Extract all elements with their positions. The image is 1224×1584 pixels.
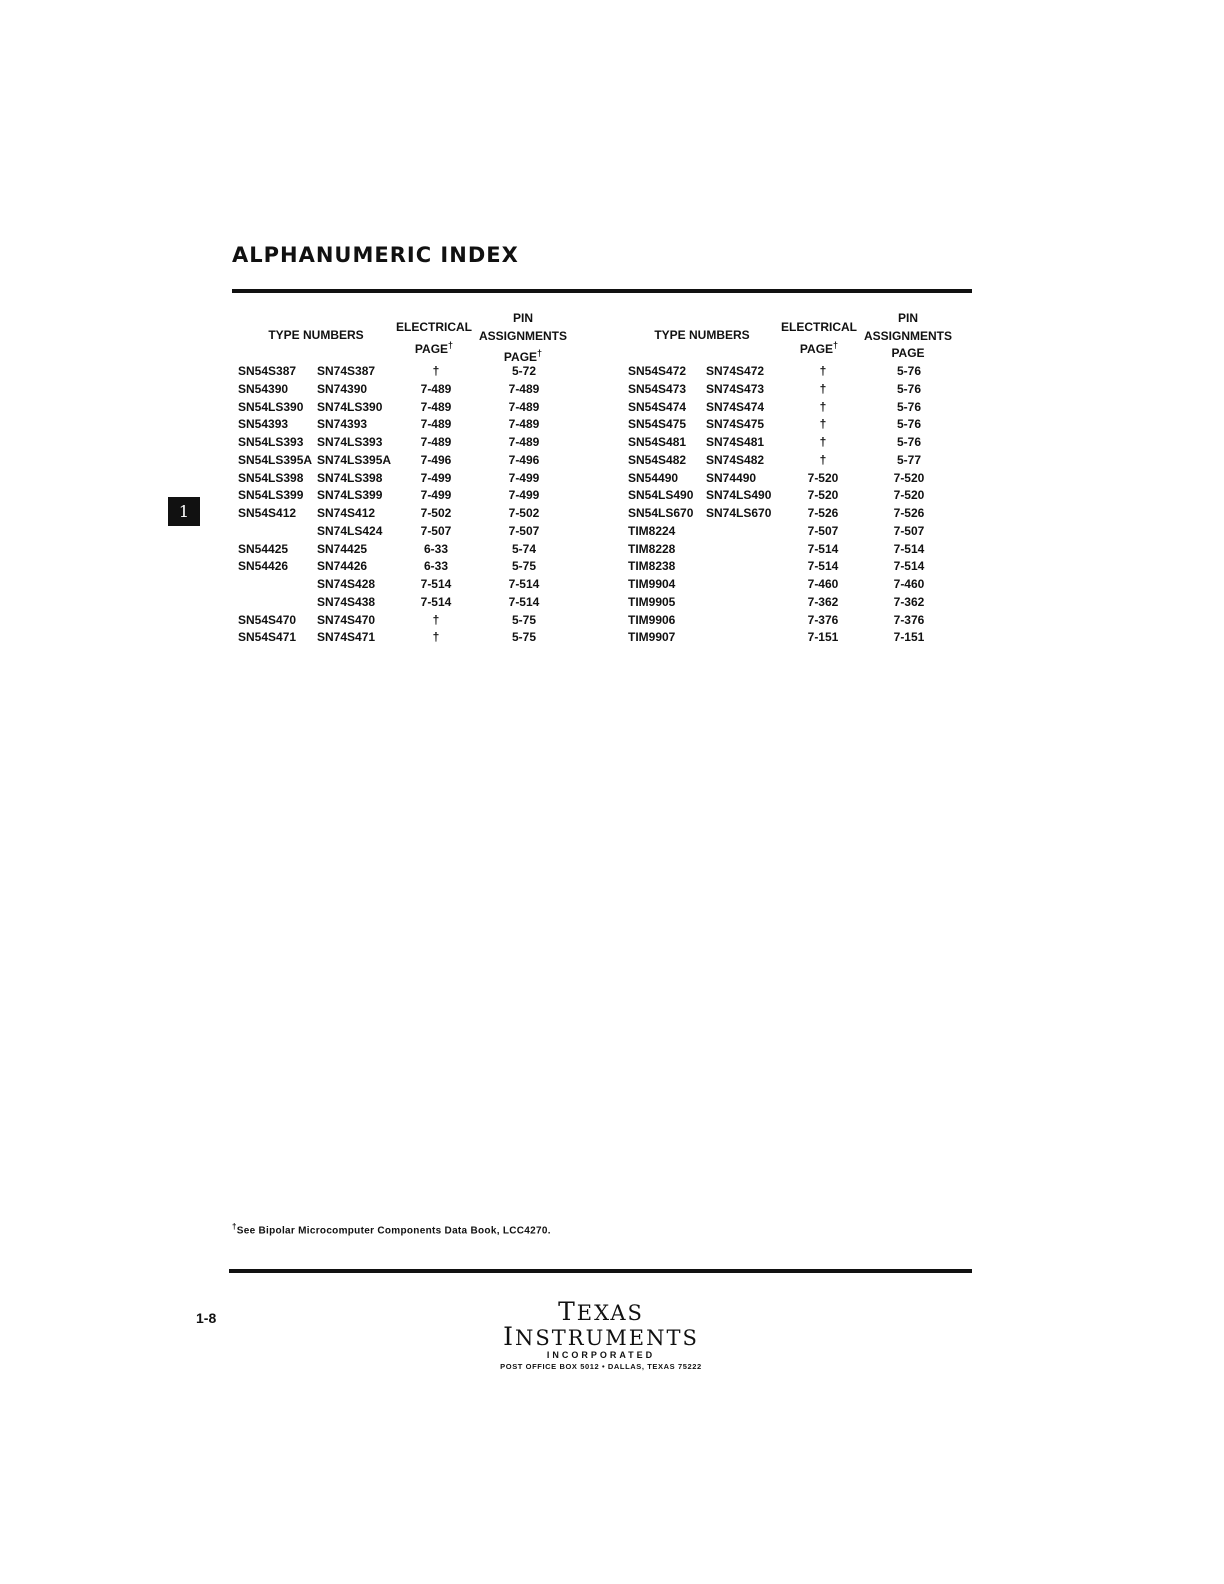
type-number-54: SN54490 <box>628 470 679 485</box>
table-row <box>238 382 588 400</box>
table-row <box>238 400 588 418</box>
type-number-74: SN74LS670 <box>706 506 772 520</box>
table-row <box>238 417 588 435</box>
top-rule <box>232 289 972 293</box>
table-row <box>238 471 588 489</box>
pin-assignments-page: 7-514 <box>508 594 540 609</box>
type-number-74: SN74LS399 <box>317 488 383 503</box>
electrical-page: 7-514 <box>807 559 839 574</box>
electrical-page: 7-507 <box>807 523 839 538</box>
pin-assignments-page: 7-460 <box>893 577 925 591</box>
type-number-74: SN74LS490 <box>706 488 772 503</box>
type-number-54: SN54S481 <box>628 435 687 449</box>
electrical-page: 7-526 <box>807 506 839 520</box>
table-row <box>628 613 978 631</box>
pin-assignments-page: 7-520 <box>893 470 925 485</box>
pin-assignments-page: 7-502 <box>508 506 540 520</box>
header-pin-line3: PAGE <box>891 346 925 360</box>
electrical-page: 6-33 <box>423 541 449 556</box>
pin-assignments-page: 7-496 <box>508 452 540 467</box>
electrical-page: 7-520 <box>807 470 839 485</box>
table-row <box>628 542 978 560</box>
pin-assignments-page: 5-75 <box>511 630 537 645</box>
pin-assignments-page: 7-499 <box>508 488 540 503</box>
header-pin-line2: ASSIGNMENTS <box>863 328 952 343</box>
type-number-74: SN74LS424 <box>317 523 383 538</box>
type-number-54: SN54S475 <box>628 417 687 432</box>
page-title: ALPHANUMERIC INDEX <box>232 243 519 267</box>
type-number-74: SN74LS390 <box>317 399 383 414</box>
type-number-74: SN74426 <box>317 559 368 574</box>
pin-assignments-page: 5-75 <box>511 559 537 574</box>
type-number-74: SN74S438 <box>317 594 376 609</box>
type-number-74: SN74S412 <box>317 506 376 520</box>
type-number-54: SN54426 <box>238 559 289 574</box>
electrical-page: 6-33 <box>423 559 449 574</box>
type-number-74: SN74LS398 <box>317 470 383 485</box>
header-pin-assignments <box>862 310 954 363</box>
type-number-74: SN74393 <box>317 417 368 432</box>
type-number-74: SN74490 <box>706 470 757 485</box>
table-row <box>238 630 588 648</box>
pin-assignments-page: 7-151 <box>893 630 925 645</box>
electrical-page: 7-151 <box>807 630 839 645</box>
type-number-54: SN54390 <box>238 381 289 396</box>
pin-assignments-page: 5-76 <box>896 399 922 414</box>
header-pin-assignments <box>476 310 570 367</box>
type-number-74: SN74S470 <box>317 612 376 627</box>
type-number-74: SN74425 <box>317 541 368 556</box>
logo-incorporated: INCORPORATED <box>546 1350 656 1360</box>
electrical-page: 7-502 <box>420 506 452 520</box>
type-number-74: SN74S387 <box>317 364 376 378</box>
pin-assignments-page: 5-77 <box>896 452 922 467</box>
type-number-74: SN74S473 <box>706 381 765 396</box>
type-number-74: SN74S471 <box>317 630 376 645</box>
type-number-54: SN54LS490 <box>628 488 694 503</box>
electrical-page: † <box>819 417 827 432</box>
type-number-54: TIM9904 <box>628 577 676 591</box>
type-number-74: SN74LS393 <box>317 435 383 449</box>
header-pin-line1: PIN <box>897 311 918 325</box>
header-type-numbers: TYPE NUMBERS <box>654 328 750 342</box>
table-row <box>628 400 978 418</box>
electrical-page: † <box>432 630 440 645</box>
type-number-54: SN54425 <box>238 541 289 556</box>
type-number-54: SN54S412 <box>238 506 297 520</box>
pin-assignments-page: 7-489 <box>508 417 540 432</box>
section-tab: 1 <box>168 497 200 526</box>
type-number-54: SN54LS393 <box>238 435 304 449</box>
electrical-page: 7-362 <box>807 594 839 609</box>
table-row <box>238 488 588 506</box>
header-electrical-line2: PAGE† <box>799 339 839 356</box>
type-number-54: SN54LS395A <box>238 452 313 467</box>
type-number-74: SN74S472 <box>706 364 765 378</box>
pin-assignments-page: 7-526 <box>893 506 925 520</box>
electrical-page: 7-489 <box>420 417 452 432</box>
type-number-54: SN54LS390 <box>238 399 304 414</box>
logo-wordmark: TEXAS INSTRUMENTS <box>503 1297 699 1351</box>
type-number-54: SN54LS670 <box>628 506 694 520</box>
electrical-page: 7-514 <box>807 541 839 556</box>
electrical-page: 7-460 <box>807 577 839 591</box>
pin-assignments-page: 7-507 <box>893 523 925 538</box>
header-pin-line1: PIN <box>512 311 533 325</box>
pin-assignments-page: 5-76 <box>896 417 922 432</box>
table-row <box>628 577 978 595</box>
type-number-54: SN54LS399 <box>238 488 304 503</box>
table-row <box>238 595 588 613</box>
pin-assignments-page: 7-489 <box>508 399 540 414</box>
type-number-54: SN54S470 <box>238 612 297 627</box>
type-number-54: TIM8238 <box>628 559 676 574</box>
table-row <box>628 506 978 524</box>
type-number-74: SN74S482 <box>706 452 765 467</box>
pin-assignments-page: 5-76 <box>896 435 922 449</box>
type-number-74: SN74390 <box>317 381 368 396</box>
bottom-rule <box>229 1269 972 1273</box>
table-row <box>628 630 978 648</box>
table-row <box>628 471 978 489</box>
electrical-page: † <box>819 364 827 378</box>
table-row <box>628 382 978 400</box>
type-number-54: SN54S474 <box>628 399 687 414</box>
pin-assignments-page: 5-72 <box>511 364 537 378</box>
header-electrical-line1: ELECTRICAL <box>781 320 857 334</box>
page-number: 1-8 <box>196 1310 217 1326</box>
table-row <box>628 435 978 453</box>
type-number-54: TIM8228 <box>628 541 676 556</box>
type-number-54: TIM9906 <box>628 612 676 627</box>
table-row <box>238 613 588 631</box>
pin-assignments-page: 7-514 <box>508 577 540 591</box>
pin-assignments-page: 7-514 <box>893 541 925 556</box>
electrical-page: 7-489 <box>420 435 452 449</box>
type-number-54: SN54S471 <box>238 630 297 645</box>
header-pin-line2: ASSIGNMENTS <box>478 328 567 343</box>
footnote: †See Bipolar Microcomputer Components Data Book, LCC4270. <box>232 1222 551 1237</box>
type-number-54: SN54LS398 <box>238 470 304 485</box>
type-number-54: SN54S473 <box>628 381 687 396</box>
type-number-54: SN54S387 <box>238 364 297 378</box>
pin-assignments-page: 5-74 <box>511 541 537 556</box>
table-row <box>628 488 978 506</box>
electrical-page: † <box>819 435 827 449</box>
table-row <box>238 435 588 453</box>
electrical-page: 7-489 <box>420 381 452 396</box>
table-row <box>628 524 978 542</box>
table-row <box>628 364 978 382</box>
logo-address: POST OFFICE BOX 5012 • DALLAS, TEXAS 75222 <box>500 1362 702 1371</box>
header-pin-line3: PAGE† <box>503 348 543 364</box>
pin-assignments-page: 7-489 <box>508 435 540 449</box>
header-electrical <box>392 319 476 358</box>
table-row <box>238 453 588 471</box>
pin-assignments-page: 5-76 <box>896 381 922 396</box>
type-number-74: SN74S428 <box>317 577 376 591</box>
pin-assignments-page: 5-76 <box>896 364 922 378</box>
electrical-page: 7-520 <box>807 488 839 503</box>
electrical-page: † <box>432 364 440 378</box>
type-number-54: TIM9905 <box>628 594 676 609</box>
header-electrical-line1: ELECTRICAL <box>396 320 472 334</box>
type-number-74: SN74S474 <box>706 399 765 414</box>
type-number-74: SN74S475 <box>706 417 765 432</box>
type-number-54: SN54S472 <box>628 364 687 378</box>
table-row <box>238 559 588 577</box>
table-row <box>238 524 588 542</box>
electrical-page: 7-514 <box>420 594 452 609</box>
table-row <box>238 364 588 382</box>
electrical-page: † <box>432 612 440 627</box>
pin-assignments-page: 7-520 <box>893 488 925 503</box>
electrical-page: † <box>819 452 827 467</box>
electrical-page: † <box>819 399 827 414</box>
electrical-page: 7-376 <box>807 612 839 627</box>
table-row <box>628 595 978 613</box>
type-number-54: SN54S482 <box>628 452 687 467</box>
electrical-page: 7-507 <box>420 523 452 538</box>
type-number-54: TIM8224 <box>628 523 676 538</box>
table-row <box>628 559 978 577</box>
type-number-54: SN54393 <box>238 417 289 432</box>
pin-assignments-page: 7-489 <box>508 381 540 396</box>
header-electrical <box>776 319 862 358</box>
table-row <box>238 577 588 595</box>
table-row <box>628 453 978 471</box>
pin-assignments-page: 5-75 <box>511 612 537 627</box>
pin-assignments-page: 7-362 <box>893 594 925 609</box>
pin-assignments-page: 7-514 <box>893 559 925 574</box>
electrical-page: 7-496 <box>420 452 452 467</box>
pin-assignments-page: 7-376 <box>893 612 925 627</box>
table-row <box>628 417 978 435</box>
header-type-numbers: TYPE NUMBERS <box>268 328 364 342</box>
type-number-54: TIM9907 <box>628 630 676 645</box>
pin-assignments-page: 7-499 <box>508 470 540 485</box>
type-number-74: SN74S481 <box>706 435 765 449</box>
electrical-page: † <box>819 381 827 396</box>
pin-assignments-page: 7-507 <box>508 523 540 538</box>
table-header <box>628 310 978 366</box>
electrical-page: 7-489 <box>420 399 452 414</box>
texas-instruments-logo <box>470 1297 732 1371</box>
header-electrical-line2: PAGE† <box>414 339 454 356</box>
electrical-page: 7-514 <box>420 577 452 591</box>
electrical-page: 7-499 <box>420 470 452 485</box>
table-row <box>238 506 588 524</box>
table-row <box>238 542 588 560</box>
electrical-page: 7-499 <box>420 488 452 503</box>
type-number-74: SN74LS395A <box>317 452 392 467</box>
table-header <box>238 310 588 366</box>
